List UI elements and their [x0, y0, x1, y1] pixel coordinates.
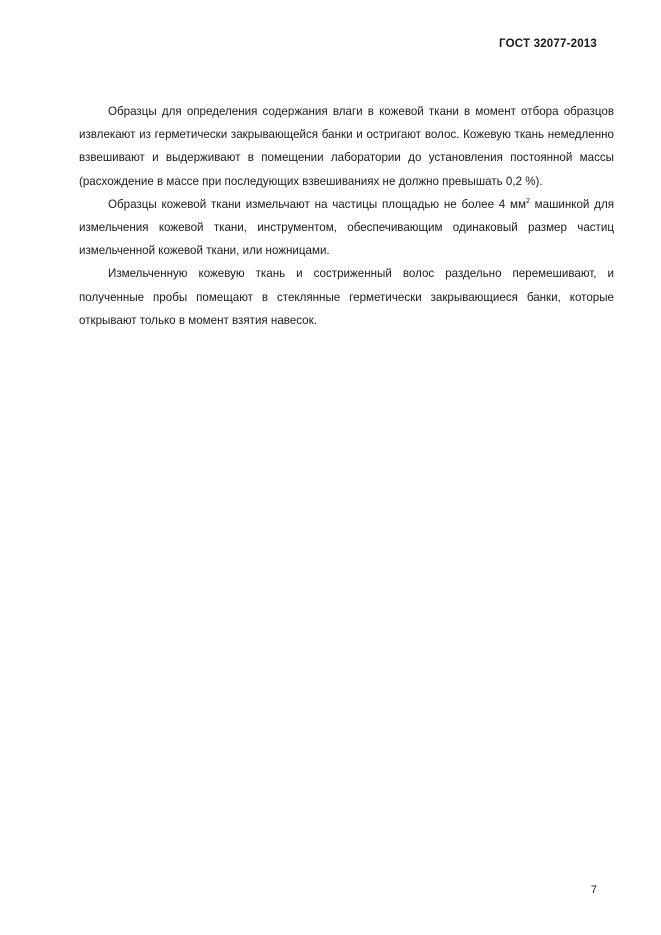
paragraph-mixing: Измельченную кожевую ткань и состриженный волос раздельно перемешивают, и полученные пробы помещают в стеклянные герметически закрывающиеся банки, которые открывают только в момент взятия навесок. [79, 267, 614, 327]
paragraph-grinding-start: Образцы кожевой ткани измельчают на частицы площадью не более 4 мм [108, 197, 526, 211]
document-header: ГОСТ 32077-2013 [499, 38, 597, 50]
area-unit-superscript: 2 [525, 197, 530, 205]
paragraph-grinding [79, 193, 614, 263]
paragraph-moisture-samples: Образцы для определения содержания влаги в кожевой ткани в момент отбора образцов извлекают из герметически закрывающейся банки и остригают волос. Кожевую ткань немедленно взвешивают и выдерживают в помещении лаборатории до установления постоянной массы (расхождение в массе при последующих взвешиваниях не должно превышать 0,2 %). [79, 105, 614, 188]
page-number: 7 [590, 884, 597, 896]
document-body [79, 100, 614, 332]
paragraph-grinding-end: машинкой для измельчения кожевой ткани, инструментом, обеспечивающим одинаковый размер частиц измельченной кожевой ткани, или ножницами. [79, 197, 614, 258]
